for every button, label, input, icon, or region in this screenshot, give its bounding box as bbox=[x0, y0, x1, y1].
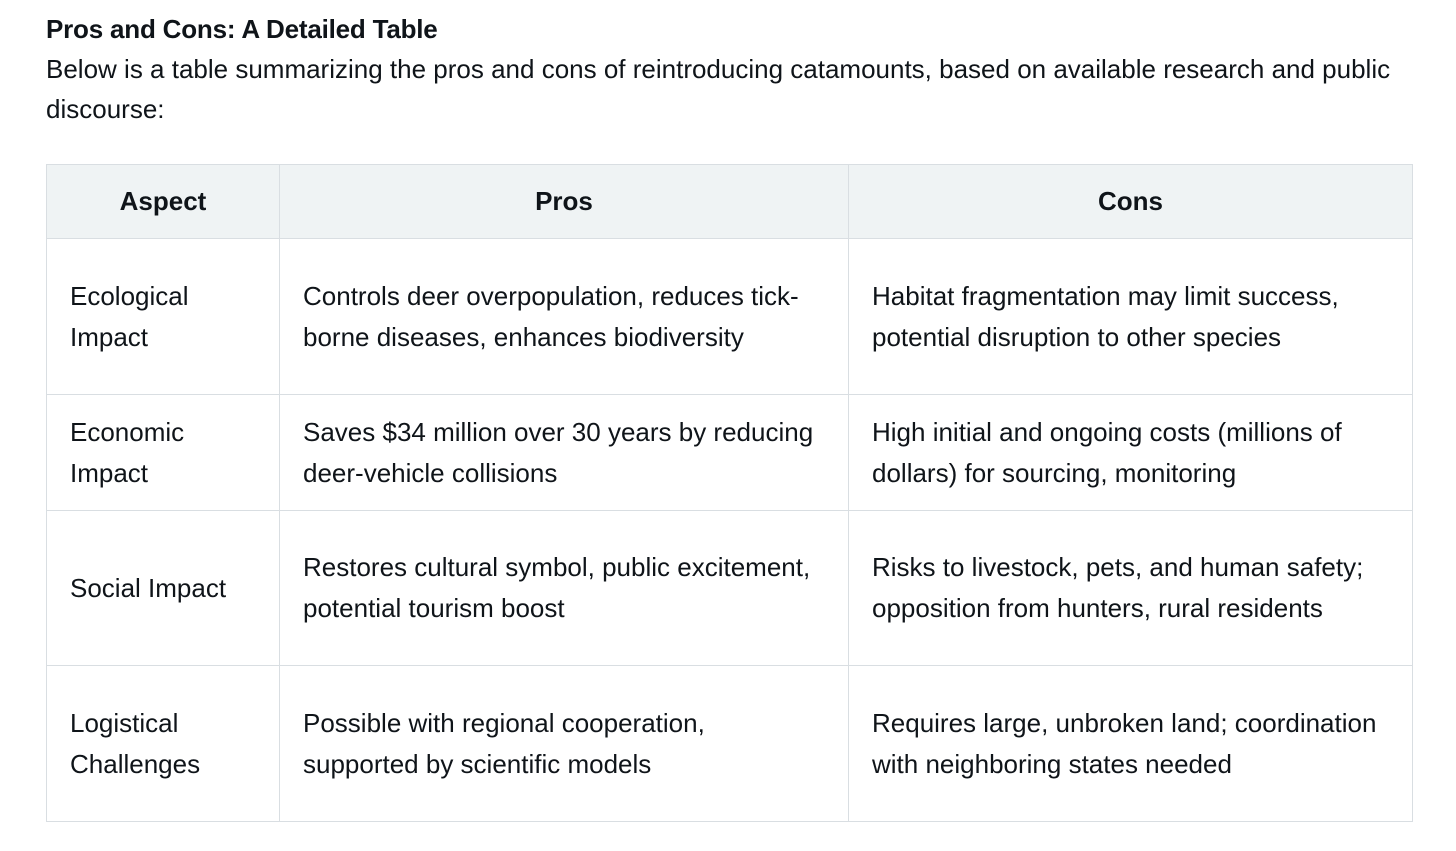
cons-cell: High initial and ongoing costs (millions of dollars) for sourcing, monitoring bbox=[849, 395, 1413, 511]
table-row bbox=[47, 511, 1413, 666]
article-content bbox=[46, 0, 1412, 779]
section-heading: Pros and Cons: A Detailed Table bbox=[46, 14, 438, 44]
column-header-pros: Pros bbox=[280, 165, 849, 239]
cons-cell: Risks to livestock, pets, and human safety; opposition from hunters, rural residents bbox=[849, 511, 1413, 666]
table-header-row bbox=[47, 165, 1413, 239]
cons-cell: Requires large, unbroken land; coordination with neighboring states needed bbox=[849, 666, 1413, 822]
intro-paragraph: Below is a table summarizing the pros and cons of reintroducing catamounts, based on available research and public discourse: bbox=[46, 54, 1391, 124]
pros-cons-table bbox=[46, 164, 1413, 822]
pros-cell: Restores cultural symbol, public excitement, potential tourism boost bbox=[280, 511, 849, 666]
table-row bbox=[47, 395, 1413, 511]
aspect-cell: Economic Impact bbox=[47, 395, 280, 511]
column-header-aspect: Aspect bbox=[47, 165, 280, 239]
aspect-cell: Social Impact bbox=[47, 511, 280, 666]
cons-cell: Habitat fragmentation may limit success, potential disruption to other species bbox=[849, 239, 1413, 395]
pros-cell: Saves $34 million over 30 years by reducing deer-vehicle collisions bbox=[280, 395, 849, 511]
pros-cell: Controls deer overpopulation, reduces tick-borne diseases, enhances biodiversity bbox=[280, 239, 849, 395]
table-row bbox=[47, 666, 1413, 822]
column-header-cons: Cons bbox=[849, 165, 1413, 239]
aspect-cell: Ecological Impact bbox=[47, 239, 280, 395]
aspect-cell: Logistical Challenges bbox=[47, 666, 280, 822]
table-row bbox=[47, 239, 1413, 395]
pros-cell: Possible with regional cooperation, supported by scientific models bbox=[280, 666, 849, 822]
